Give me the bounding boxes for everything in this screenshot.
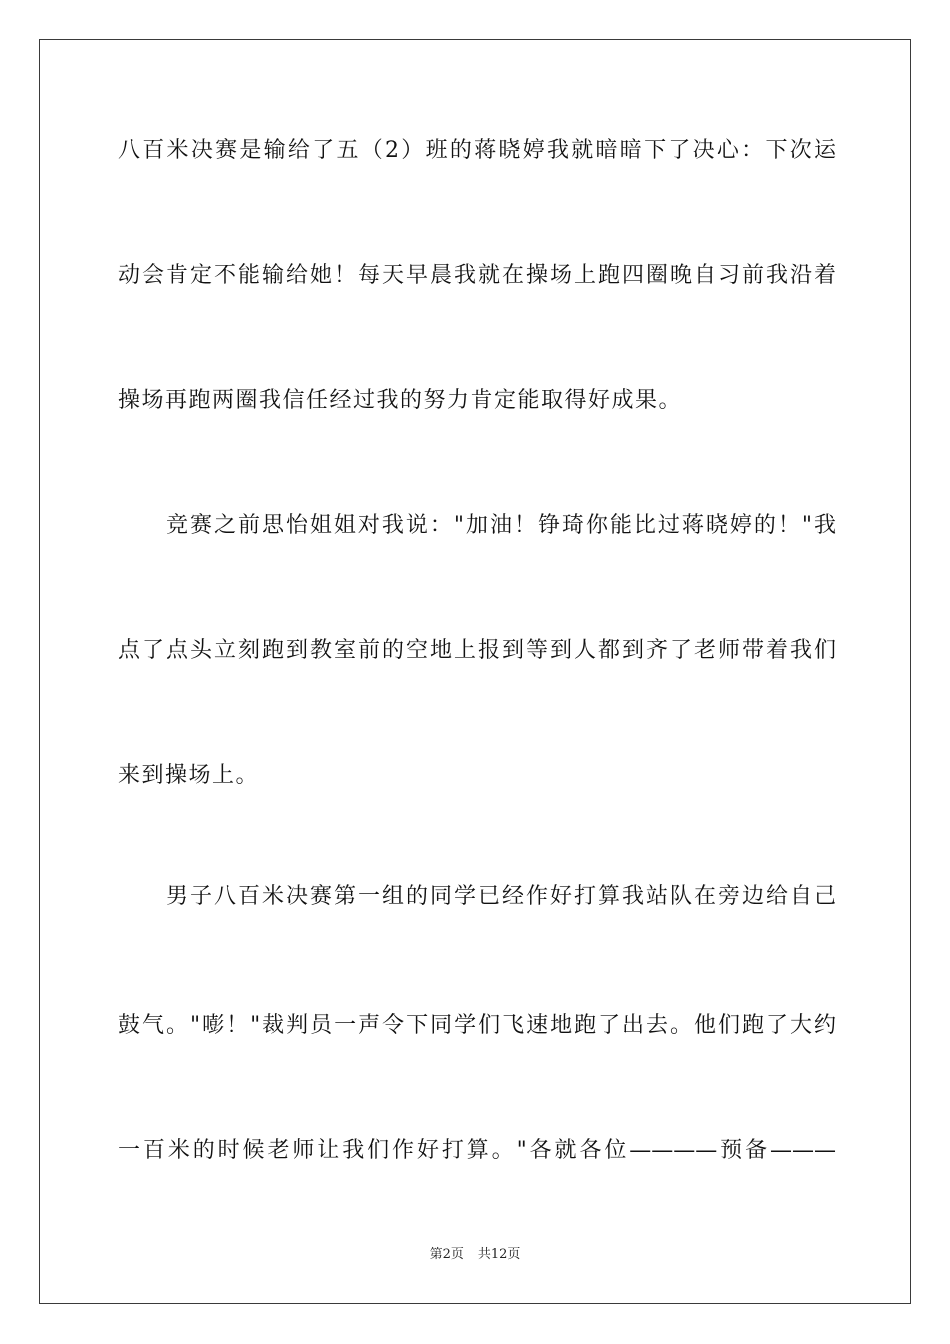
page-number: 第2页 [429, 1247, 464, 1262]
text-line-8: 鼓气。"嘭！"裁判员一声令下同学们飞速地跑了出去。他们跑了大约 [118, 1013, 836, 1038]
text-line-3: 操场再跑两圈我信任经过我的努力肯定能取得好成果。 [118, 388, 683, 413]
text-line-7: 男子八百米决赛第一组的同学已经作好打算我站队在旁边给自己 [118, 884, 836, 909]
text-line-1: 八百米决赛是输给了五（2）班的蒋晓婷我就暗暗下了决心：下次运 [118, 138, 836, 163]
page-total: 共12页 [477, 1247, 521, 1262]
text-line-5: 点了点头立刻跑到教室前的空地上报到等到人都到齐了老师带着我们 [118, 638, 836, 663]
text-line-9: 一百米的时候老师让我们作好打算。"各就各位————预备——— [118, 1138, 836, 1163]
text-line-2: 动会肯定不能输给她！每天早晨我就在操场上跑四圈晚自习前我沿着 [118, 263, 836, 288]
page-border [39, 39, 911, 1304]
text-line-6: 来到操场上。 [118, 763, 260, 788]
page-footer [0, 1246, 950, 1264]
text-line-4: 竞赛之前思怡姐姐对我说："加油！铮琦你能比过蒋晓婷的！"我 [118, 513, 836, 538]
